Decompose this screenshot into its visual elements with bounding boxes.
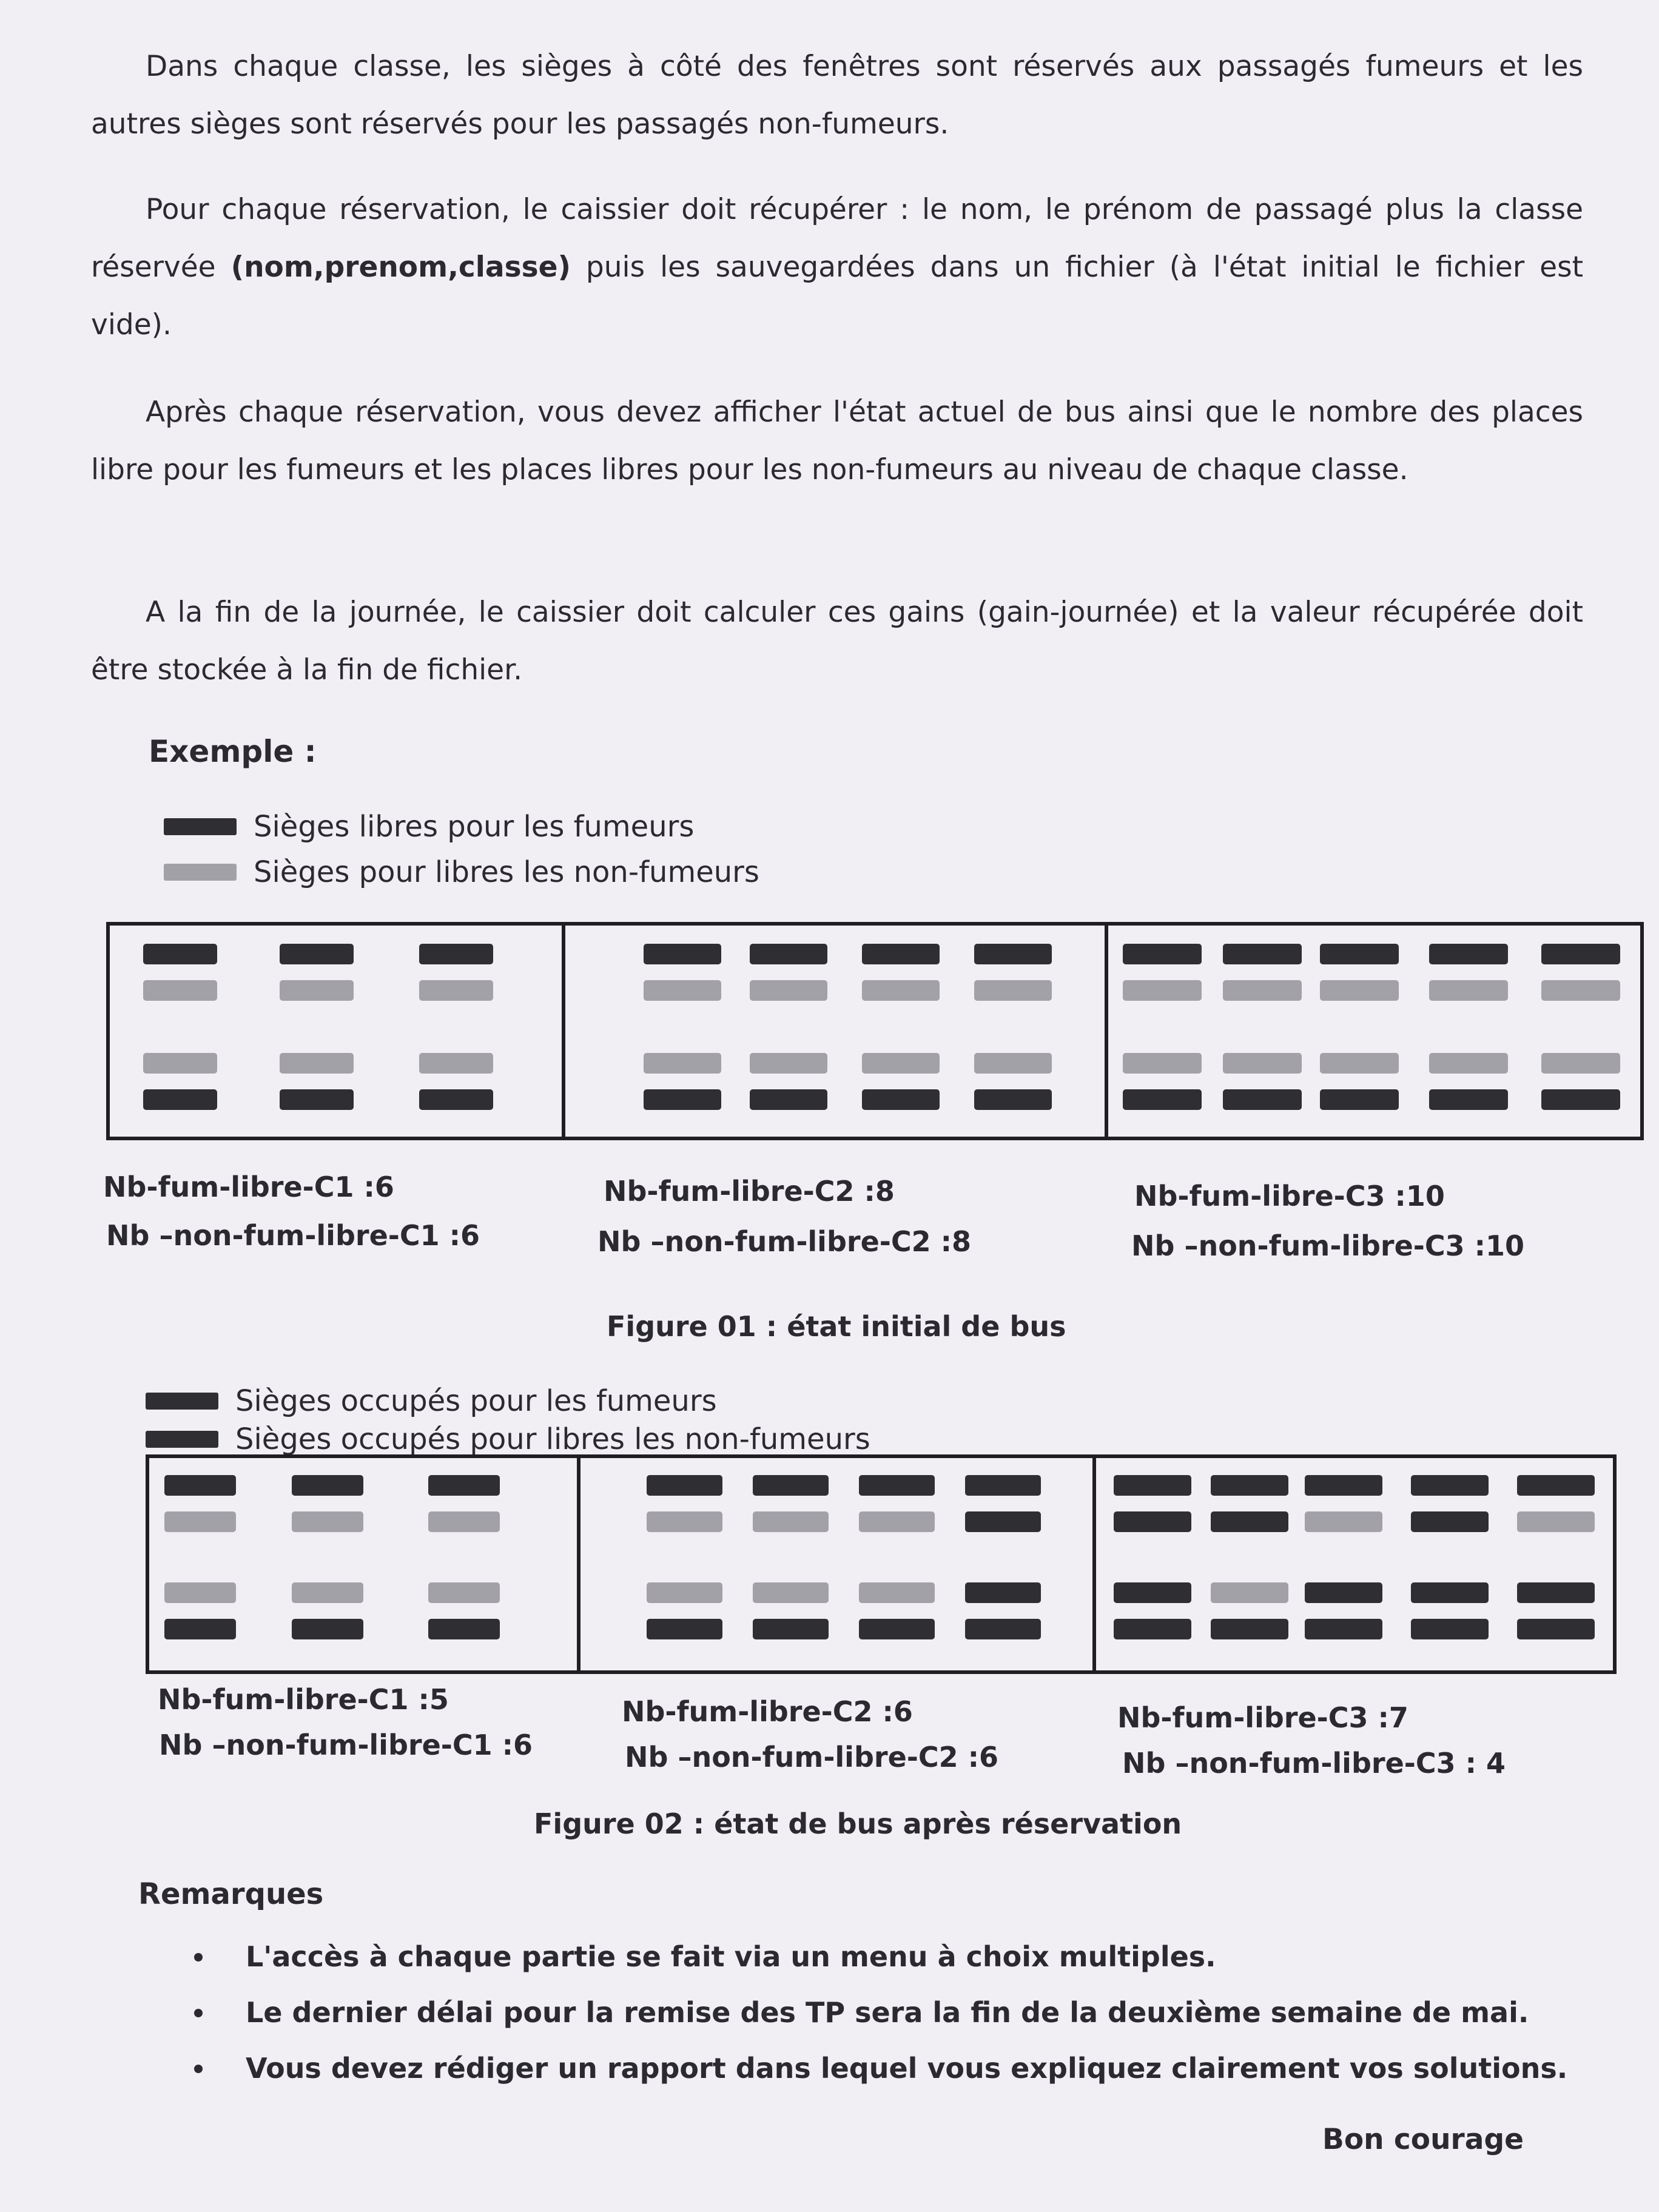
seat-block: [280, 1089, 354, 1110]
legend-occupied-smokers: [146, 1384, 717, 1418]
seat-block: [647, 1619, 722, 1639]
seat-block: [1211, 1511, 1288, 1532]
seat-block: [419, 1053, 493, 1074]
paragraph-reservation-data: [91, 181, 1583, 354]
paragraph-text: A la fin de la journée, le caissier doit calculer ces gains (gain-journée) et la valeur récupérée doit être stockée à la fin de fichier.: [91, 596, 1583, 687]
legend-dark-swatch: [164, 818, 237, 835]
bus-diagram-initial: [106, 922, 1644, 1140]
seat-block: [143, 1053, 217, 1074]
seat-block: [859, 1582, 935, 1603]
seat-block: [1114, 1582, 1191, 1603]
seat-block: [143, 944, 217, 964]
seat-block: [1320, 944, 1399, 964]
stat2-nonfum-c1: Nb –non-fum-libre-C1 :6: [159, 1729, 533, 1761]
seat-block: [974, 944, 1052, 964]
legend-label: Sièges libres pour les fumeurs: [254, 810, 695, 844]
seat-block: [750, 1089, 827, 1110]
class-divider: [1092, 1458, 1096, 1670]
figure1-caption: Figure 01 : état initial de bus: [607, 1310, 1066, 1343]
seat-block: [428, 1582, 500, 1603]
seat-block: [1320, 1089, 1399, 1110]
seat-block: [1223, 1089, 1302, 1110]
seat-block: [1541, 980, 1620, 1001]
seat-block: [647, 1511, 722, 1532]
seat-block: [1517, 1475, 1595, 1496]
paragraph-text: Dans chaque classe, les sièges à côté des fenêtres sont réservés aux passagés fumeurs et les autres sièges sont réservés pour les passagés non-fumeurs.: [91, 50, 1583, 141]
stat2-fum-c3: Nb-fum-libre-C3 :7: [1117, 1701, 1408, 1734]
seat-block: [974, 1089, 1052, 1110]
seat-block: [1123, 1053, 1202, 1074]
seat-block: [280, 944, 354, 964]
class-divider: [562, 926, 565, 1137]
seat-block: [1541, 1053, 1620, 1074]
seat-block: [1123, 1089, 1202, 1110]
seat-block: [419, 1089, 493, 1110]
seat-block: [1223, 1053, 1302, 1074]
seat-block: [965, 1619, 1041, 1639]
seat-block: [644, 944, 721, 964]
seat-block: [750, 1053, 827, 1074]
stat2-nonfum-c3: Nb –non-fum-libre-C3 : 4: [1122, 1747, 1506, 1780]
legend-dark-swatch: [146, 1431, 218, 1448]
seat-block: [965, 1511, 1041, 1532]
seat-block: [419, 944, 493, 964]
stat-nonfum-c1: Nb –non-fum-libre-C1 :6: [106, 1219, 480, 1252]
seat-block: [859, 1619, 935, 1639]
seat-block: [753, 1475, 829, 1496]
remarks-heading: Remarques: [138, 1877, 324, 1911]
seat-block: [1123, 980, 1202, 1001]
seat-block: [1305, 1582, 1382, 1603]
seat-block: [1114, 1619, 1191, 1639]
seat-block: [647, 1475, 722, 1496]
seat-block: [292, 1511, 363, 1532]
seat-block: [292, 1475, 363, 1496]
seat-block: [1411, 1619, 1489, 1639]
seat-block: [974, 980, 1052, 1001]
seat-block: [164, 1511, 236, 1532]
class-divider: [577, 1458, 580, 1670]
seat-block: [1223, 944, 1302, 964]
seat-block: [143, 1089, 217, 1110]
seat-block: [1305, 1475, 1382, 1496]
seat-block: [1305, 1511, 1382, 1532]
seat-block: [428, 1511, 500, 1532]
seat-block: [280, 980, 354, 1001]
closing-text: Bon courage: [1322, 2123, 1524, 2156]
seat-block: [1429, 980, 1508, 1001]
seat-block: [1123, 944, 1202, 964]
seat-block: [1211, 1582, 1288, 1603]
seat-block: [1320, 980, 1399, 1001]
bus-diagram-after-reservation: [146, 1454, 1617, 1674]
paragraph-text: puis les sauvegardées dans un fichier (à l'état initial le fichier est vide).: [91, 250, 1583, 341]
seat-block: [428, 1619, 500, 1639]
list-item: L'accès à chaque partie se fait via un menu à choix multiples.: [194, 1929, 1567, 1985]
legend-dark-swatch: [146, 1393, 218, 1410]
seat-block: [1541, 944, 1620, 964]
seat-block: [862, 1089, 940, 1110]
seat-block: [292, 1619, 363, 1639]
seat-block: [862, 980, 940, 1001]
seat-block: [965, 1582, 1041, 1603]
legend-free-smokers: [164, 810, 694, 844]
seat-block: [164, 1619, 236, 1639]
seat-block: [164, 1582, 236, 1603]
seat-block: [1517, 1511, 1595, 1532]
seat-block: [1320, 1053, 1399, 1074]
stat2-nonfum-c2: Nb –non-fum-libre-C2 :6: [625, 1741, 999, 1773]
figure2-caption: Figure 02 : état de bus après réservation: [534, 1807, 1182, 1840]
seat-block: [859, 1511, 935, 1532]
seat-block: [1223, 980, 1302, 1001]
seat-block: [644, 1089, 721, 1110]
legend-label: Sièges occupés pour les fumeurs: [235, 1384, 717, 1418]
example-heading: Exemple :: [149, 734, 317, 769]
seat-block: [753, 1582, 829, 1603]
seat-block: [647, 1582, 722, 1603]
seat-block: [1411, 1582, 1489, 1603]
stat-fum-c2: Nb-fum-libre-C2 :8: [604, 1175, 895, 1208]
list-item: Vous devez rédiger un rapport dans lequel vous expliquez clairement vos solutions.: [194, 2040, 1567, 2096]
seat-block: [1305, 1619, 1382, 1639]
seat-block: [750, 944, 827, 964]
stat-nonfum-c2: Nb –non-fum-libre-C2 :8: [597, 1225, 972, 1258]
paragraph-seating-rule: [91, 38, 1583, 153]
seat-block: [753, 1619, 829, 1639]
legend-label: Sièges pour libres les non-fumeurs: [254, 855, 759, 889]
seat-block: [1517, 1582, 1595, 1603]
paragraph-text: Pour chaque réservation, le caissier doit récupérer : le nom, le prénom de passagé plus la classe réservée: [91, 193, 1583, 284]
seat-block: [1541, 1089, 1620, 1110]
seat-block: [644, 1053, 721, 1074]
seat-block: [1429, 944, 1508, 964]
seat-block: [1411, 1511, 1489, 1532]
stat-nonfum-c3: Nb –non-fum-libre-C3 :10: [1131, 1229, 1525, 1262]
seat-block: [419, 980, 493, 1001]
seat-block: [292, 1582, 363, 1603]
class-divider: [1105, 926, 1108, 1137]
seat-block: [280, 1053, 354, 1074]
seat-block: [862, 944, 940, 964]
legend-free-non-smokers: [164, 855, 759, 889]
legend-label: Sièges occupés pour libres les non-fumeurs: [235, 1422, 870, 1456]
paragraph-text: Après chaque réservation, vous devez afficher l'état actuel de bus ainsi que le nombre des places libre pour les fumeurs et les places libres pour les non-fumeurs au niveau de chaque classe.: [91, 395, 1583, 486]
seat-block: [1411, 1475, 1489, 1496]
seat-block: [1517, 1619, 1595, 1639]
legend-occupied-non-smokers: [146, 1422, 870, 1456]
seat-block: [143, 980, 217, 1001]
stat2-fum-c2: Nb-fum-libre-C2 :6: [622, 1695, 913, 1728]
seat-block: [1429, 1089, 1508, 1110]
seat-block: [1211, 1475, 1288, 1496]
seat-block: [1429, 1053, 1508, 1074]
seat-block: [1211, 1619, 1288, 1639]
seat-block: [644, 980, 721, 1001]
legend-light-swatch: [164, 864, 237, 881]
stat2-fum-c1: Nb-fum-libre-C1 :5: [158, 1683, 449, 1716]
seat-block: [750, 980, 827, 1001]
bold-fields: (nom,prenom,classe): [231, 250, 571, 284]
seat-block: [428, 1475, 500, 1496]
stat-fum-c3: Nb-fum-libre-C3 :10: [1134, 1180, 1445, 1212]
paragraph-display-state: [91, 383, 1583, 499]
seat-block: [1114, 1511, 1191, 1532]
list-item: Le dernier délai pour la remise des TP sera la fin de la deuxième semaine de mai.: [194, 1985, 1567, 2040]
seat-block: [965, 1475, 1041, 1496]
seat-block: [862, 1053, 940, 1074]
seat-block: [974, 1053, 1052, 1074]
seat-block: [1114, 1475, 1191, 1496]
seat-block: [753, 1511, 829, 1532]
paragraph-daily-gain: [91, 583, 1583, 699]
seat-block: [859, 1475, 935, 1496]
stat-fum-c1: Nb-fum-libre-C1 :6: [103, 1171, 394, 1203]
remarks-list: [194, 1929, 1567, 2096]
seat-block: [164, 1475, 236, 1496]
